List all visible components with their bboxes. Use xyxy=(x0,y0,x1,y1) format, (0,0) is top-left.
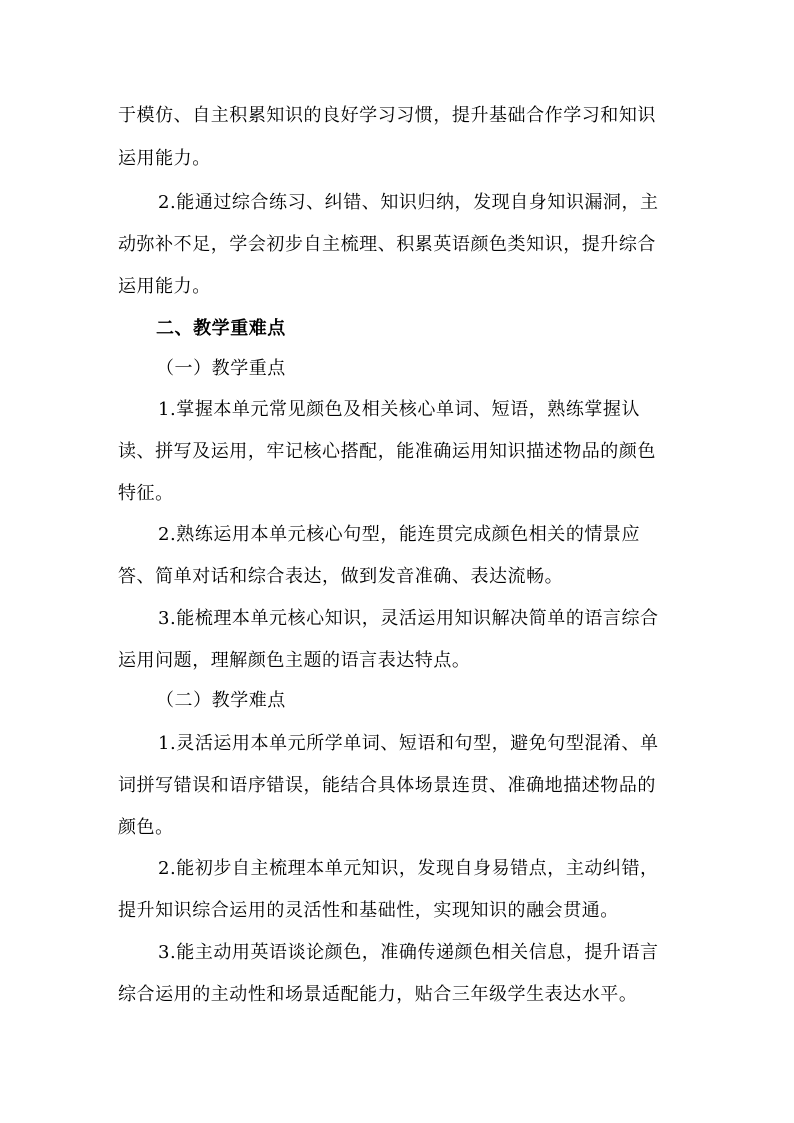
paragraph-line: 特征。 xyxy=(118,483,174,504)
paragraph-line: 3.能主动用英语谈论颜色，准确传递颜色相关信息，提升语言 xyxy=(158,942,659,963)
paragraph-line: 运用问题，理解颜色主题的语言表达特点。 xyxy=(118,650,471,671)
paragraph-line: 综合运用的主动性和场景适配能力，贴合三年级学生表达水平。 xyxy=(118,984,638,1005)
paragraph-line: 提升知识综合运用的灵活性和基础性，实现知识的融会贯通。 xyxy=(118,900,619,921)
paragraph-line: 答、简单对话和综合表达，做到发音准确、表达流畅。 xyxy=(118,566,564,587)
paragraph-line: 读、拼写及运用，牢记核心搭配，能准确运用知识描述物品的颜色 xyxy=(118,441,656,462)
paragraph-line: 运用能力。 xyxy=(118,276,211,297)
section-heading: 二、教学重难点 xyxy=(156,318,286,339)
subsection-heading: （一）教学重点 xyxy=(156,358,286,379)
paragraph-line: 颜色。 xyxy=(118,817,174,838)
paragraph-line: 动弥补不足，学会初步自主梳理、积累英语颜色类知识，提升综合 xyxy=(118,234,656,255)
paragraph-line: 词拼写错误和语序错误，能结合具体场景连贯、准确地描述物品的 xyxy=(118,775,656,796)
paragraph-line: 1.灵活运用本单元所学单词、短语和句型，避免句型混淆、单 xyxy=(158,733,659,754)
subsection-heading: （二）教学难点 xyxy=(156,690,286,711)
paragraph-line: 1.掌握本单元常见颜色及相关核心单词、短语，熟练掌握认 xyxy=(158,399,641,420)
paragraph-line: 2.能通过综合练习、纠错、知识归纳，发现自身知识漏洞，主 xyxy=(158,192,659,213)
paragraph-line: 2.能初步自主梳理本单元知识，发现自身易错点，主动纠错， xyxy=(158,858,659,879)
paragraph-line: 于模仿、自主积累知识的良好学习习惯，提升基础合作学习和知识 xyxy=(118,105,656,126)
paragraph-line: 2.熟练运用本单元核心句型，能连贯完成颜色相关的情景应 xyxy=(158,524,641,545)
paragraph-line: 运用能力。 xyxy=(118,148,211,169)
paragraph-line: 3.能梳理本单元核心知识，灵活运用知识解决简单的语言综合 xyxy=(158,608,659,629)
